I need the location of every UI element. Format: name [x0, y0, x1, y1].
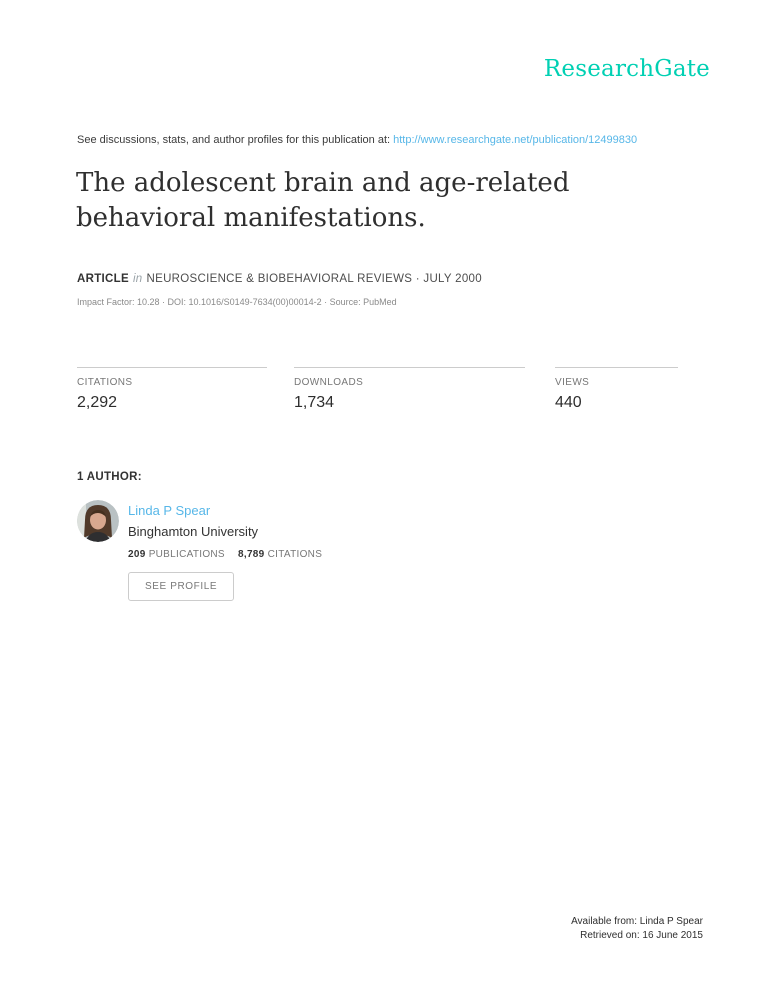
footer-note — [571, 915, 703, 943]
publication-type-label: ARTICLE — [77, 273, 129, 285]
publication-meta: Impact Factor: 10.28 · DOI: 10.1016/S0149-7634(00)00014-2 · Source: PubMed — [77, 297, 397, 307]
author-avatar[interactable] — [77, 500, 119, 542]
citations-label: CITATIONS — [77, 377, 133, 388]
downloads-label: DOWNLOADS — [294, 377, 364, 388]
author-photo-icon — [77, 500, 119, 542]
retrieved-on-text: Retrieved on: 16 June 2015 — [580, 930, 703, 941]
author-name-link[interactable]: Linda P Spear — [128, 503, 211, 518]
author-citations-label: CITATIONS — [267, 549, 323, 560]
citations-stat — [77, 367, 267, 412]
downloads-value: 1,734 — [294, 394, 335, 411]
author-affiliation: Binghamton University — [128, 524, 259, 539]
citations-value: 2,292 — [77, 394, 118, 411]
author-publications-count: 209 — [128, 549, 146, 560]
publication-source-note — [77, 134, 637, 146]
see-profile-button[interactable]: SEE PROFILE — [128, 572, 234, 601]
researchgate-logo[interactable]: ResearchGate — [543, 56, 710, 82]
available-from-text: Available from: Linda P Spear — [571, 916, 703, 927]
publication-url-link[interactable]: http://www.researchgate.net/publication/12499830 — [393, 134, 638, 146]
views-label: VIEWS — [555, 377, 590, 388]
downloads-stat — [294, 367, 525, 412]
source-note-text: See discussions, stats, and author profiles for this publication at: — [77, 134, 394, 146]
author-publications-label: PUBLICATIONS — [148, 549, 225, 560]
author-metrics — [128, 549, 322, 560]
publication-title: The adolescent brain and age-related behavioral manifestations. — [76, 168, 570, 233]
views-value: 440 — [555, 394, 582, 411]
author-citations-count: 8,789 — [238, 549, 265, 560]
publication-in-word: in — [132, 273, 143, 285]
views-stat — [555, 367, 678, 412]
authors-section-heading: 1 AUTHOR: — [77, 471, 142, 483]
journal-name: NEUROSCIENCE & BIOBEHAVIORAL REVIEWS · JULY 2000 — [146, 273, 482, 285]
publication-type-line — [77, 273, 482, 285]
